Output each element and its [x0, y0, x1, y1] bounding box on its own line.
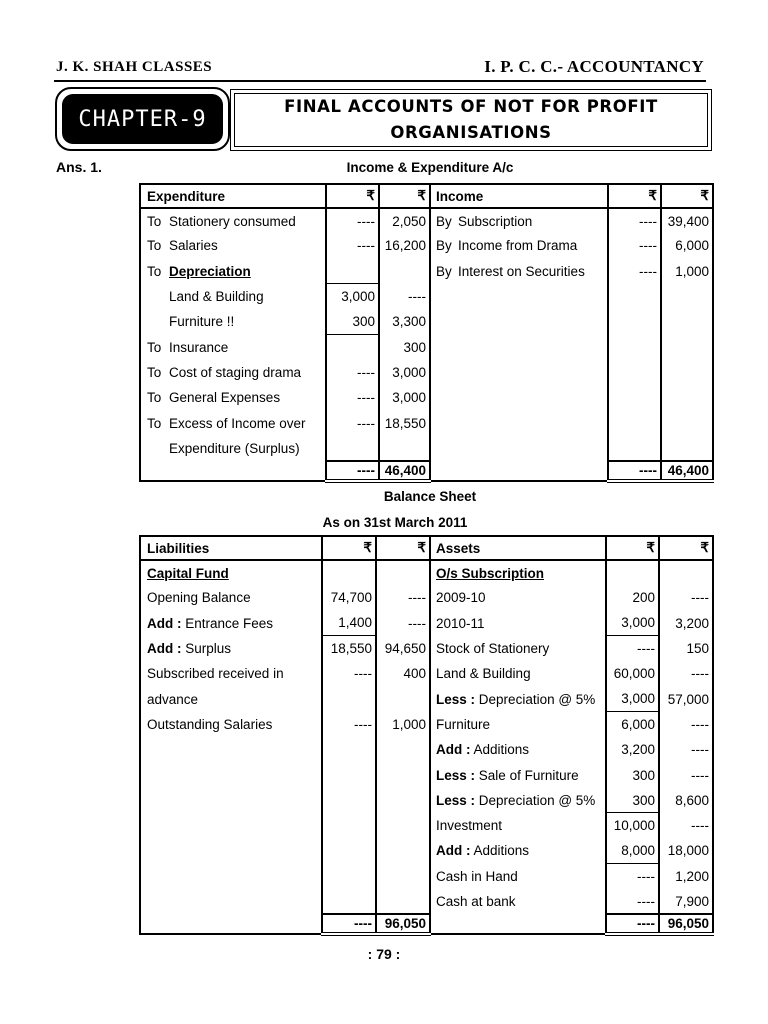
asset-description: Investment — [436, 818, 503, 834]
asset-sub-amount: 8,000 — [606, 838, 659, 863]
liability-item — [140, 788, 322, 813]
liability-amount: ---- — [376, 611, 430, 636]
table-row — [140, 686, 713, 711]
income-sub-amount — [608, 309, 661, 334]
expenditure-amount — [379, 436, 430, 461]
column-header-rupee: ₹ — [659, 536, 713, 560]
table-row — [140, 636, 713, 661]
table-row — [140, 385, 713, 410]
liabilities-total-sub: ---- — [322, 914, 376, 934]
table-row — [140, 284, 713, 309]
liability-amount — [376, 864, 430, 889]
liability-description: Outstanding Salaries — [147, 716, 273, 732]
liability-amount — [376, 889, 430, 914]
income-item — [430, 385, 608, 410]
asset-sub-amount: 300 — [606, 788, 659, 813]
liability-description: advance — [147, 691, 199, 707]
asset-sub-amount: 3,200 — [606, 737, 659, 762]
income-sub-amount — [608, 436, 661, 461]
asset-item — [430, 611, 606, 636]
liability-sub-amount — [322, 560, 376, 585]
column-header-income: Income — [430, 184, 608, 208]
expenditure-item — [140, 284, 326, 309]
income-sub-amount: ---- — [608, 259, 661, 284]
liability-item — [140, 661, 322, 686]
asset-item — [430, 686, 606, 711]
asset-sub-amount: ---- — [606, 889, 659, 914]
income-item — [430, 309, 608, 334]
liability-item — [140, 737, 322, 762]
liability-description: Surplus — [185, 641, 232, 657]
total-row — [140, 914, 713, 934]
asset-item — [430, 636, 606, 661]
income-sub-amount — [608, 284, 661, 309]
expenditure-total: 46,400 — [379, 461, 430, 481]
income-amount — [661, 284, 713, 309]
asset-amount: ---- — [659, 813, 713, 838]
row-prefix: By — [436, 238, 452, 254]
table-row — [140, 360, 713, 385]
asset-description: Sale of Furniture — [478, 767, 579, 783]
expenditure-sub-amount: 3,000 — [326, 284, 379, 309]
row-prefix: By — [436, 213, 452, 229]
asset-item — [430, 838, 606, 863]
row-prefix: To — [147, 213, 162, 229]
income-item — [430, 410, 608, 435]
table-row — [140, 712, 713, 737]
row-prefix: To — [147, 263, 162, 279]
liability-sub-amount — [322, 838, 376, 863]
income-item — [430, 436, 608, 461]
liability-description: Subscribed received in — [147, 666, 284, 682]
table-row — [140, 813, 713, 838]
asset-amount — [659, 560, 713, 585]
liability-description: Capital Fund — [147, 565, 229, 581]
expenditure-sub-amount — [326, 436, 379, 461]
asset-item — [430, 813, 606, 838]
expenditure-amount: 300 — [379, 334, 430, 359]
liability-sub-amount: ---- — [322, 712, 376, 737]
income-item — [430, 284, 608, 309]
asset-amount: ---- — [659, 712, 713, 737]
expenditure-item — [140, 334, 326, 359]
income-amount — [661, 385, 713, 410]
asset-description: Depreciation @ 5% — [478, 691, 596, 707]
table-row — [140, 889, 713, 914]
liability-sub-amount — [322, 864, 376, 889]
income-item — [430, 360, 608, 385]
chapter-title: FINAL ACCOUNTS OF NOT FOR PROFIT ORGANISATIONS — [234, 93, 708, 147]
income-amount: 1,000 — [661, 259, 713, 284]
asset-item — [430, 864, 606, 889]
income-sub-amount — [608, 385, 661, 410]
income-description: Subscription — [458, 213, 533, 229]
expenditure-sub-amount: ---- — [326, 233, 379, 258]
liability-description: Opening Balance — [147, 590, 251, 606]
liability-item — [140, 838, 322, 863]
expenditure-item — [140, 385, 326, 410]
institute-name: J. K. SHAH CLASSES — [56, 59, 213, 75]
table-row — [140, 611, 713, 636]
liability-amount — [376, 838, 430, 863]
expenditure-sub-amount: 300 — [326, 309, 379, 334]
asset-item — [430, 712, 606, 737]
chapter-badge — [55, 87, 230, 151]
row-keyword: Add : — [147, 615, 182, 631]
expenditure-sub-amount: ---- — [326, 410, 379, 435]
asset-description: Stock of Stationery — [436, 641, 550, 657]
income-expenditure-table — [139, 183, 714, 483]
column-header-rupee: ₹ — [608, 184, 661, 208]
income-sub-amount: ---- — [608, 233, 661, 258]
asset-amount: 3,200 — [659, 611, 713, 636]
income-amount — [661, 360, 713, 385]
income-item — [430, 208, 608, 233]
column-header-rupee: ₹ — [376, 536, 430, 560]
liability-description: Entrance Fees — [185, 615, 274, 631]
expenditure-item — [140, 436, 326, 461]
table-row — [140, 233, 713, 258]
assets-total-sub: ---- — [606, 914, 659, 934]
table-row — [140, 208, 713, 233]
asset-sub-amount — [606, 560, 659, 585]
income-total-sub: ---- — [608, 461, 661, 481]
asset-description: 2009-10 — [436, 590, 486, 606]
expenditure-amount: 3,000 — [379, 385, 430, 410]
column-header-rupee: ₹ — [661, 184, 713, 208]
asset-item — [430, 661, 606, 686]
asset-description: Furniture — [436, 716, 491, 732]
income-item — [430, 233, 608, 258]
expenditure-sub-amount: ---- — [326, 208, 379, 233]
table-row — [140, 838, 713, 863]
asset-description: O/s Subscription — [436, 565, 545, 581]
expenditure-sub-amount: ---- — [326, 360, 379, 385]
bs-caption-title: Balance Sheet — [383, 489, 477, 504]
asset-item — [430, 889, 606, 914]
row-keyword: Add : — [436, 742, 471, 758]
liability-amount — [376, 686, 430, 711]
asset-amount: ---- — [659, 661, 713, 686]
table-row — [140, 737, 713, 762]
liability-amount — [376, 813, 430, 838]
liability-item — [140, 585, 322, 610]
liability-sub-amount: 1,400 — [322, 611, 376, 636]
row-prefix: To — [147, 415, 162, 431]
asset-description: Depreciation @ 5% — [478, 792, 596, 808]
row-keyword: Less : — [436, 792, 476, 808]
expenditure-description: Stationery consumed — [169, 213, 296, 229]
liability-amount — [376, 762, 430, 787]
income-description: Income from Drama — [458, 238, 578, 254]
liability-amount — [376, 737, 430, 762]
asset-sub-amount: 200 — [606, 585, 659, 610]
bs-caption-date: As on 31st March 2011 — [322, 515, 468, 530]
table-row — [140, 334, 713, 359]
income-sub-amount — [608, 410, 661, 435]
asset-amount: 1,200 — [659, 864, 713, 889]
expenditure-description: Expenditure (Surplus) — [169, 440, 300, 456]
expenditure-amount: ---- — [379, 284, 430, 309]
expenditure-item — [140, 233, 326, 258]
asset-description: Additions — [473, 843, 530, 859]
income-item — [430, 259, 608, 284]
liability-item — [140, 560, 322, 585]
asset-amount: ---- — [659, 762, 713, 787]
liability-sub-amount — [322, 788, 376, 813]
row-keyword: Less : — [436, 691, 476, 707]
liability-sub-amount — [322, 813, 376, 838]
subject-name: I. P. C. C.- ACCOUNTANCY — [484, 57, 704, 76]
asset-amount: 57,000 — [659, 686, 713, 711]
income-total: 46,400 — [661, 461, 713, 481]
expenditure-amount: 2,050 — [379, 208, 430, 233]
liability-amount — [376, 560, 430, 585]
table-row — [140, 788, 713, 813]
table-row — [140, 560, 713, 585]
asset-item — [430, 560, 606, 585]
answer-label: Ans. 1. — [56, 159, 102, 175]
liability-item — [140, 889, 322, 914]
asset-sub-amount: 60,000 — [606, 661, 659, 686]
expenditure-sub-amount: ---- — [326, 385, 379, 410]
table-row — [140, 864, 713, 889]
expenditure-amount: 18,550 — [379, 410, 430, 435]
asset-description: Additions — [473, 742, 530, 758]
liability-sub-amount: 18,550 — [322, 636, 376, 661]
liability-amount: 1,000 — [376, 712, 430, 737]
asset-description: Cash in Hand — [436, 868, 518, 884]
income-amount — [661, 436, 713, 461]
expenditure-sub-amount — [326, 334, 379, 359]
asset-sub-amount: 3,000 — [606, 686, 659, 711]
table-header-row — [140, 536, 713, 560]
asset-item — [430, 788, 606, 813]
asset-amount: 7,900 — [659, 889, 713, 914]
column-header-rupee: ₹ — [326, 184, 379, 208]
asset-sub-amount: ---- — [606, 864, 659, 889]
income-amount — [661, 334, 713, 359]
liability-sub-amount — [322, 762, 376, 787]
asset-sub-amount: 3,000 — [606, 611, 659, 636]
row-prefix: To — [147, 364, 162, 380]
expenditure-amount: 3,000 — [379, 360, 430, 385]
table-row — [140, 259, 713, 284]
liability-item — [140, 636, 322, 661]
asset-description: 2010-11 — [436, 615, 485, 631]
expenditure-amount: 3,300 — [379, 309, 430, 334]
liability-amount — [376, 788, 430, 813]
expenditure-item — [140, 309, 326, 334]
row-keyword: Less : — [436, 767, 476, 783]
row-prefix: To — [147, 238, 162, 254]
table-header-row — [140, 184, 713, 208]
ie-caption: Income & Expenditure A/c — [346, 160, 514, 175]
expenditure-description: Excess of Income over — [169, 415, 306, 431]
income-item — [430, 334, 608, 359]
asset-sub-amount: 10,000 — [606, 813, 659, 838]
expenditure-amount: 16,200 — [379, 233, 430, 258]
liability-item — [140, 712, 322, 737]
expenditure-description: Furniture !! — [169, 314, 235, 330]
total-blank — [430, 461, 608, 481]
income-amount — [661, 410, 713, 435]
expenditure-description: Insurance — [169, 339, 229, 355]
row-prefix: To — [147, 390, 162, 406]
table-row — [140, 410, 713, 435]
expenditure-item — [140, 410, 326, 435]
expenditure-description: Salaries — [169, 238, 218, 254]
income-sub-amount: ---- — [608, 208, 661, 233]
liability-sub-amount: 74,700 — [322, 585, 376, 610]
expenditure-sub-amount — [326, 259, 379, 284]
asset-item — [430, 762, 606, 787]
expenditure-description: General Expenses — [169, 390, 281, 406]
column-header-rupee: ₹ — [379, 184, 430, 208]
column-header-rupee: ₹ — [606, 536, 659, 560]
liability-amount: 94,650 — [376, 636, 430, 661]
liability-sub-amount — [322, 737, 376, 762]
total-blank — [140, 461, 326, 481]
asset-amount: ---- — [659, 585, 713, 610]
table-row — [140, 309, 713, 334]
asset-amount: 18,000 — [659, 838, 713, 863]
total-blank — [430, 914, 606, 934]
row-prefix: To — [147, 339, 162, 355]
liability-item — [140, 762, 322, 787]
asset-description: Cash at bank — [436, 894, 516, 909]
liability-item — [140, 686, 322, 711]
expenditure-description: Land & Building — [169, 289, 264, 305]
table-row — [140, 585, 713, 610]
row-prefix: By — [436, 263, 452, 279]
expenditure-description: Cost of staging drama — [169, 364, 302, 380]
chapter-title-box — [230, 89, 712, 151]
income-amount: 39,400 — [661, 208, 713, 233]
column-header-liabilities: Liabilities — [140, 536, 322, 560]
income-amount — [661, 309, 713, 334]
asset-sub-amount: ---- — [606, 636, 659, 661]
income-sub-amount — [608, 334, 661, 359]
liability-amount: 400 — [376, 661, 430, 686]
income-amount: 6,000 — [661, 233, 713, 258]
balance-sheet-table — [139, 535, 714, 936]
expenditure-description: Depreciation — [169, 263, 251, 279]
asset-amount: 150 — [659, 636, 713, 661]
income-description: Interest on Securities — [458, 263, 585, 279]
expenditure-total-sub: ---- — [326, 461, 379, 481]
total-row — [140, 461, 713, 481]
liability-item — [140, 864, 322, 889]
row-keyword: Add : — [147, 641, 182, 657]
asset-amount: 8,600 — [659, 788, 713, 813]
table-row — [140, 661, 713, 686]
income-sub-amount — [608, 360, 661, 385]
column-header-assets: Assets — [430, 536, 606, 560]
liability-item — [140, 813, 322, 838]
row-keyword: Add : — [436, 843, 471, 859]
liability-sub-amount — [322, 889, 376, 914]
page-number: : 79 : — [367, 946, 401, 962]
chapter-label: CHAPTER-9 — [62, 94, 223, 144]
liability-sub-amount: ---- — [322, 661, 376, 686]
liability-item — [140, 611, 322, 636]
liability-sub-amount — [322, 686, 376, 711]
liabilities-total: 96,050 — [376, 914, 430, 934]
header-rule — [54, 80, 706, 82]
expenditure-item — [140, 208, 326, 233]
assets-total: 96,050 — [659, 914, 713, 934]
asset-item — [430, 737, 606, 762]
table-row — [140, 436, 713, 461]
column-header-rupee: ₹ — [322, 536, 376, 560]
expenditure-amount — [379, 259, 430, 284]
asset-sub-amount: 6,000 — [606, 712, 659, 737]
total-blank — [140, 914, 322, 934]
table-row — [140, 762, 713, 787]
asset-sub-amount: 300 — [606, 762, 659, 787]
column-header-expenditure: Expenditure — [140, 184, 326, 208]
asset-description: Land & Building — [436, 666, 531, 682]
liability-amount: ---- — [376, 585, 430, 610]
asset-item — [430, 585, 606, 610]
asset-amount: ---- — [659, 737, 713, 762]
expenditure-item — [140, 360, 326, 385]
expenditure-item — [140, 259, 326, 284]
